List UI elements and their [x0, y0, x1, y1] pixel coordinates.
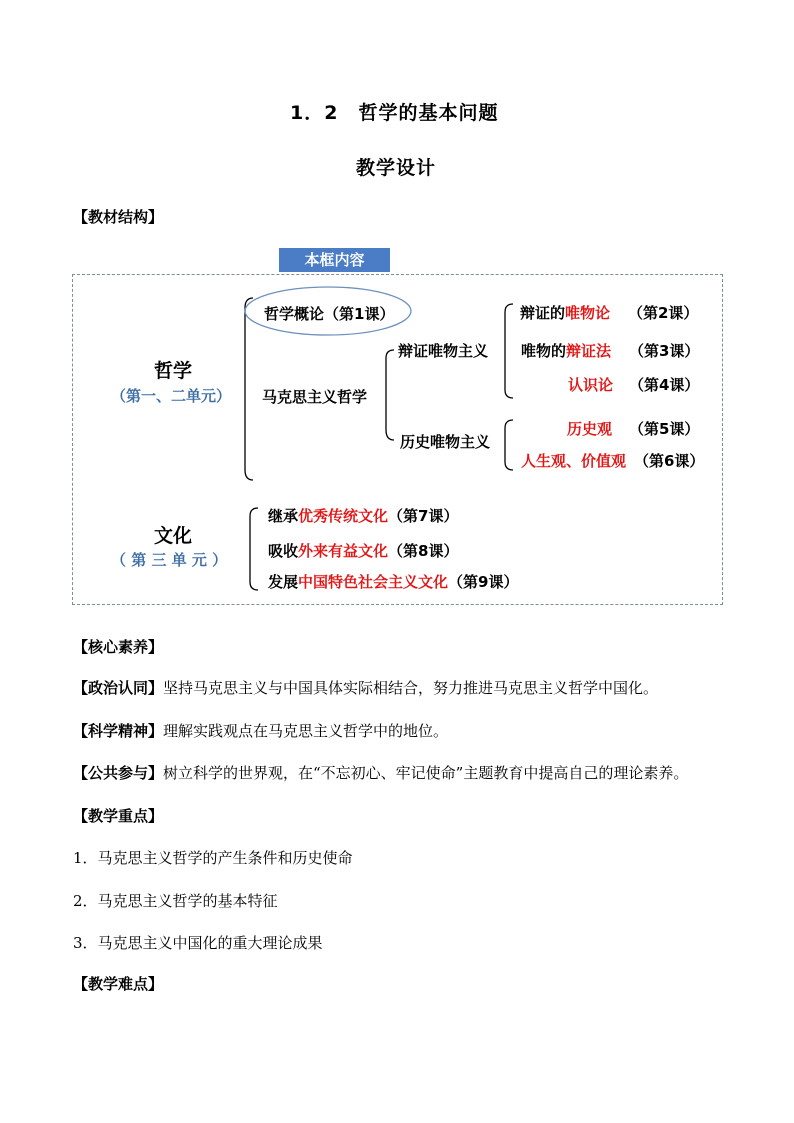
- keypoint-item: 1．马克思主义哲学的产生条件和历史使命: [73, 849, 353, 867]
- literacy-political: 【政治认同】坚持马克思主义与中国具体实际相结合，努力推进马克思主义哲学中国化。: [73, 679, 659, 697]
- literacy-public: 【公共参与】树立科学的世界观，在“不忘初心、牢记使命”主题教育中提高自己的理论素养。: [73, 764, 689, 782]
- page-subtitle: 教学设计: [356, 157, 437, 179]
- lesson-2-number: （第2课）: [628, 304, 699, 322]
- philosophy-heading: 哲学: [154, 360, 193, 382]
- philosophy-units: （第一、二单元）: [111, 387, 232, 405]
- lesson-6-number: （第6课）: [634, 452, 705, 470]
- lesson-3: 唯物的辩证法: [521, 342, 612, 360]
- page-title: 1．2 哲学的基本问题: [290, 102, 499, 124]
- lesson-9: 发展中国特色社会主义文化（第9课）: [268, 573, 519, 591]
- section-heading-core: 【核心素养】: [73, 638, 164, 656]
- philosophy-intro: 哲学概论（第1课）: [264, 305, 395, 323]
- historical-materialism: 历史唯物主义: [400, 433, 491, 451]
- lesson-3-number: （第3课）: [629, 342, 700, 360]
- lesson-6: 人生观、价值观: [521, 452, 627, 470]
- lesson-2: 辩证的唯物论: [520, 304, 611, 322]
- keypoint-item: 2．马克思主义哲学的基本特征: [73, 892, 278, 910]
- content-banner: 本框内容: [279, 248, 390, 272]
- lesson-5-number: （第5课）: [629, 420, 700, 438]
- keypoint-item: 3．马克思主义中国化的重大理论成果: [73, 934, 323, 952]
- lesson-7: 继承优秀传统文化（第7课）: [268, 507, 459, 525]
- culture-heading: 文化: [154, 525, 193, 547]
- lesson-4-number: （第4课）: [629, 376, 700, 394]
- lesson-5: 历史观: [567, 420, 613, 438]
- marxist-philosophy: 马克思主义哲学: [262, 388, 368, 406]
- section-heading-difficulties: 【教学难点】: [73, 975, 164, 993]
- lesson-4: 认识论: [568, 376, 614, 394]
- literacy-science: 【科学精神】理解实践观点在马克思主义哲学中的地位。: [73, 722, 449, 740]
- culture-units: （ 第 三 单 元 ）: [111, 551, 228, 569]
- dialectical-materialism: 辩证唯物主义: [398, 342, 489, 360]
- section-heading-structure: 【教材结构】: [73, 208, 164, 226]
- lesson-8: 吸收外来有益文化（第8课）: [268, 542, 459, 560]
- section-heading-keypoints: 【教学重点】: [73, 807, 164, 825]
